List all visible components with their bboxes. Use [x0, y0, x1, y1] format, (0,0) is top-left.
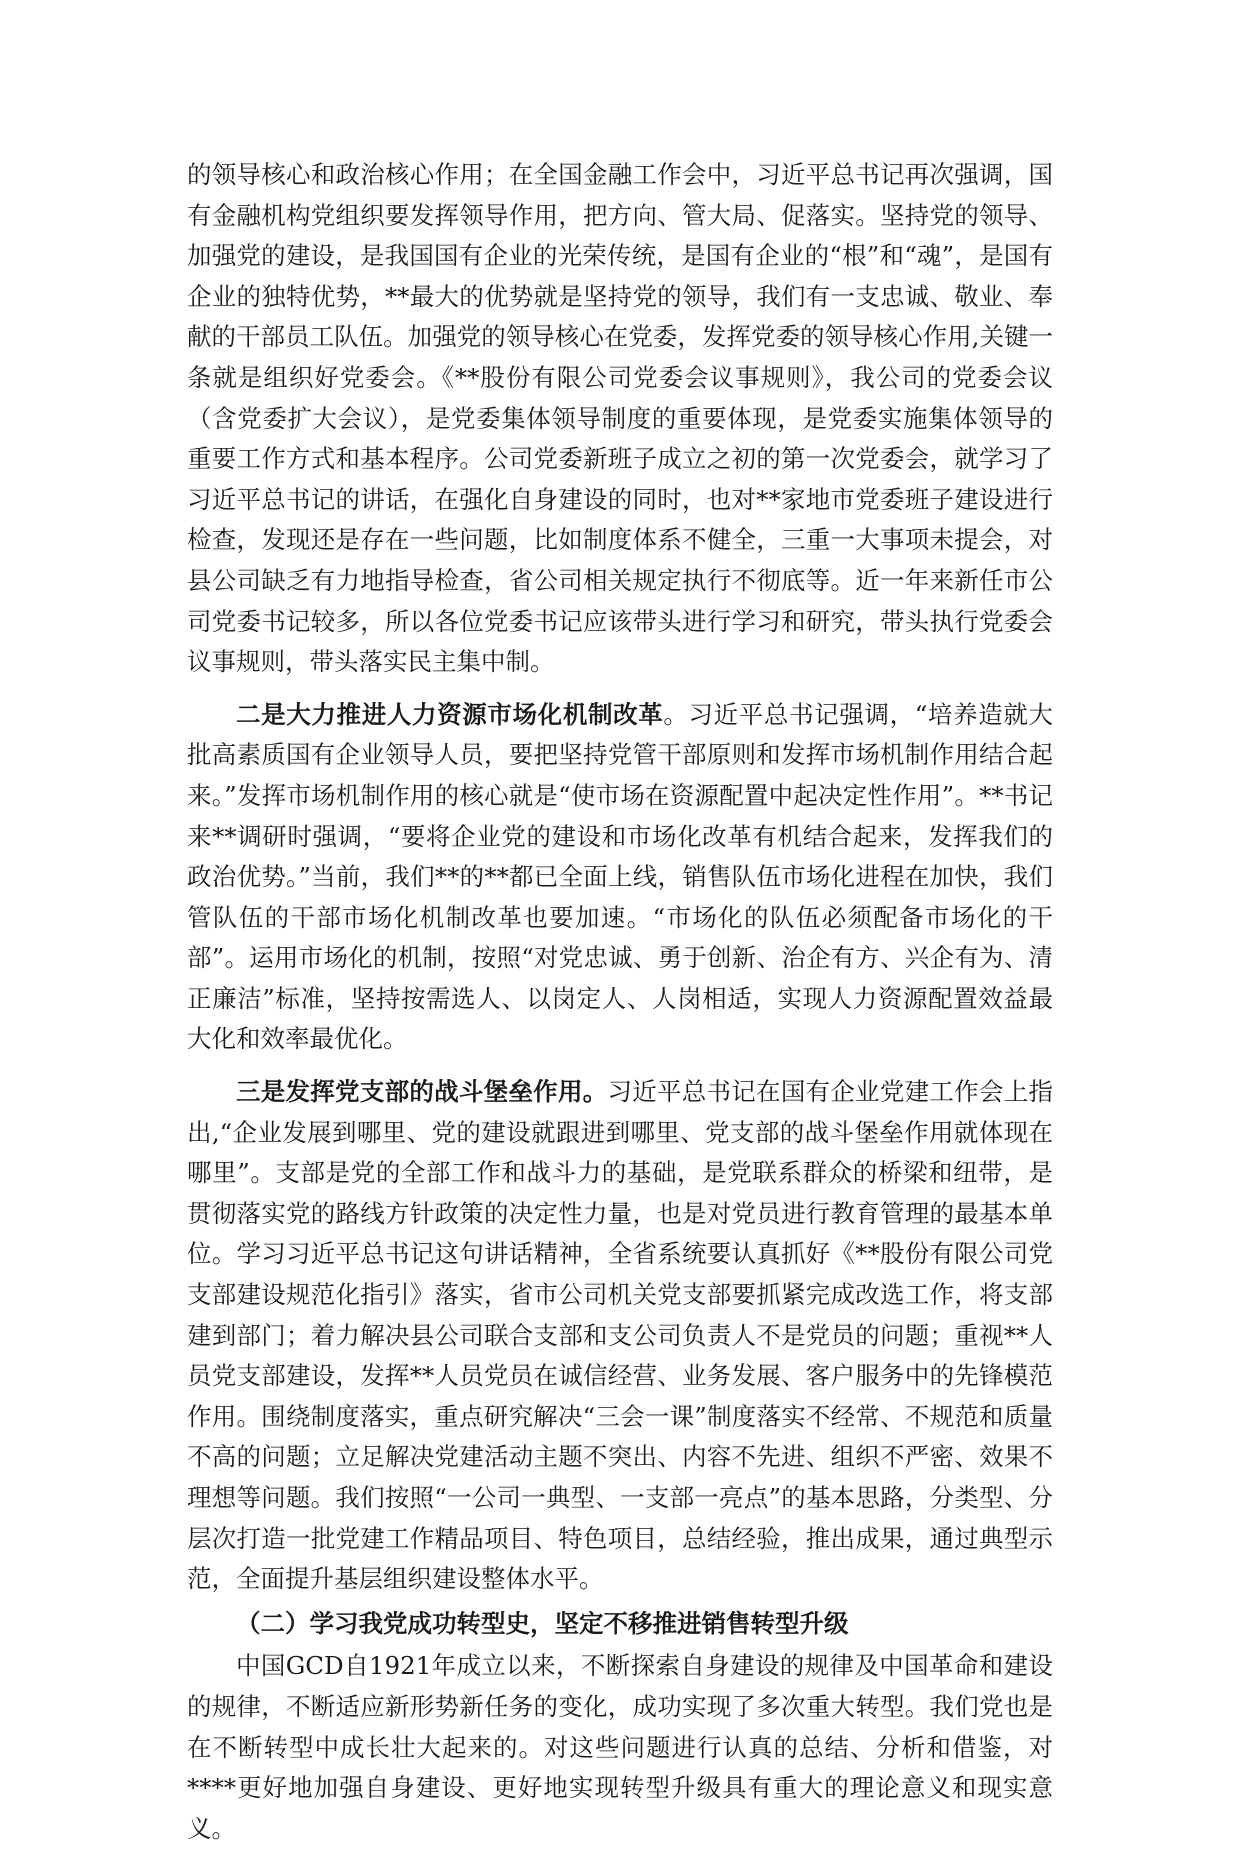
body-paragraph-4 [187, 1646, 1053, 1849]
paragraph-text: 的领导核心和政治核心作用；在全国金融工作会中，习近平总书记再次强调，国有金融机构党组织要发挥领导作用，把方向、管大局、促落实。坚持党的领导、加强党的建设，是我国国有企业的光荣传统，是国有企业的“根”和“魂”，是国有企业的独特优势，**最大的优势就是坚持党的领导，我们有一支忠诚、敬业、奉献的干部员工队伍。加强党的领导核心在党委，发挥党委的领导核心作用,关键一条就是组织好党委会。《**股份有限公司党委会议事规则》，我公司的党委会议（含党委扩大会议），是党委集体领导制度的重要体现，是党委实施集体领导的重要工作方式和基本程序。公司党委新班子成立之初的第一次党委会，就学习了习近平总书记的讲话，在强化自身建设的同时，也对**家地市党委班子建设进行检查，发现还是存在一些问题，比如制度体系不健全，三重一大事项未提会，对县公司缺乏有力地指导检查，省公司相关规定执行不彻底等。近一年来新任市公司党委书记较多，所以各位党委书记应该带头进行学习和研究，带头执行党委会议事规则，带头落实民主集中制。 [187, 160, 1053, 677]
body-paragraph-2 [187, 695, 1053, 1060]
paragraph-text: 中国GCD自1921年成立以来，不断探索自身建设的规律及中国革命和建设的规律，不断适应新形势新任务的变化，成功实现了多次重大转型。我们党也是在不断转型中成长壮大起来的。对这些问题进行认真的总结、分析和借鉴，对****更好地加强自身建设、更好地实现转型升级具有重大的理论意义和现实意义。 [187, 1651, 1053, 1843]
paragraph-lead: 二是大力推进人力资源市场化机制改革 [236, 699, 664, 729]
section-subheading: （二）学习我党成功转型史，坚定不移推进销售转型升级 [236, 1608, 849, 1638]
body-paragraph-1 [187, 155, 1053, 683]
paragraph-lead: 三是发挥党支部的战斗堡垒作用。 [236, 1077, 608, 1107]
body-paragraph-3 [187, 1072, 1053, 1600]
paragraph-text: 。习近平总书记强调，“培养造就大批高素质国有企业领导人员，要把坚持党管干部原则和发挥市场机制作用结合起来。”发挥市场机制作用的核心就是“使市场在资源配置中起决定性作用”。**书记来**调研时强调，“要将企业党的建设和市场化改革有机结合起来，发挥我们的政治优势。”当前，我们**的**都已全面上线，销售队伍市场化进程在加快，我们管队伍的干部市场化机制改革也要加速。“市场化的队伍必须配备市场化的干部”。运用市场化的机制，按照“对党忠诚、勇于创新、治企有方、兴企有为、清正廉洁”标准，坚持按需选人、以岗定人、人岗相适，实现人力资源配置效益最大化和效率最优化。 [187, 699, 1053, 1054]
paragraph-text: 习近平总书记在国有企业党建工作会上指出,“企业发展到哪里、党的建设就跟进到哪里、党支部的战斗堡垒作用就体现在哪里”。支部是党的全部工作和战斗力的基础，是党联系群众的桥梁和纽带，是贯彻落实党的路线方针政策的决定性力量，也是对党员进行教育管理的最基本单位。学习习近平总书记这句讲话精神，全省系统要认真抓好《**股份有限公司党支部建设规范化指引》落实，省市公司机关党支部要抓紧完成改选工作，将支部建到部门；着力解决县公司联合支部和支公司负责人不是党员的问题；重视**人员党支部建设，发挥**人员党员在诚信经营、业务发展、客户服务中的先锋模范作用。围绕制度落实，重点研究解决“三会一课”制度落实不经常、不规范和质量不高的问题；立足解决党建活动主题不突出、内容不先进、组织不严密、效果不理想等问题。我们按照“一公司一典型、一支部一亮点”的基本思路，分类型、分层次打造一批党建工作精品项目、特色项目，总结经验，推出成果，通过典型示范，全面提升基层组织建设整体水平。 [187, 1077, 1053, 1594]
